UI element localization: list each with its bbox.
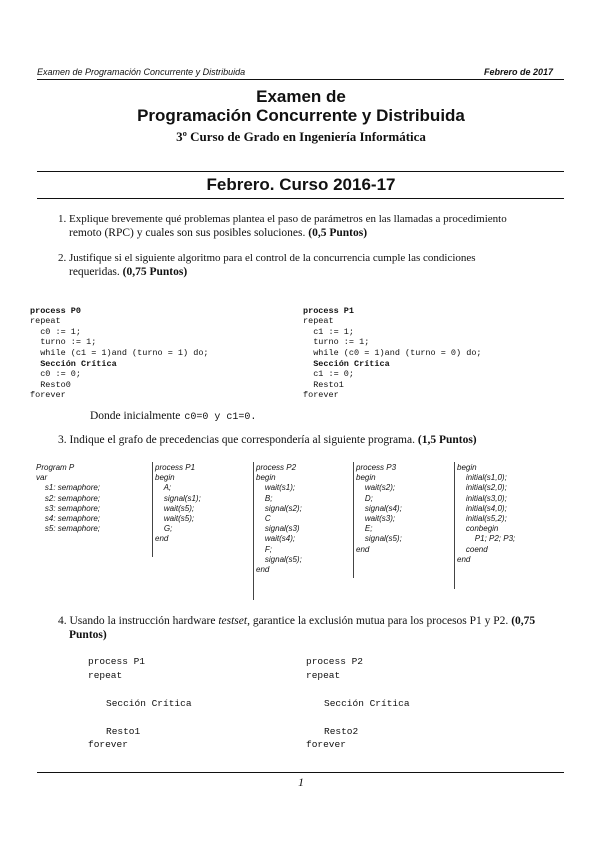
header-rule <box>37 79 564 80</box>
q4-p1-repeat: repeat <box>88 670 123 681</box>
p0-line: forever <box>30 390 66 401</box>
q2-line-2: requeridas. <box>69 266 120 278</box>
p0-header: process P0 <box>30 305 82 316</box>
p1-line: turno := 1; <box>303 337 370 348</box>
p0-line: Resto0 <box>30 379 71 390</box>
p0-critical-section: Sección Crítica <box>30 358 117 369</box>
p0-line: turno := 1; <box>30 337 97 348</box>
q3-points: (1,5 Puntos) <box>417 434 477 446</box>
q4-p2-repeat: repeat <box>306 670 341 681</box>
running-header-left: Examen de Programación Concurrente y Distribuida <box>37 67 246 77</box>
section-rule-top <box>37 171 564 172</box>
question-2 <box>58 251 568 279</box>
q4-testset: testset <box>218 615 248 627</box>
p1-critical-section: Sección Crítica <box>303 358 390 369</box>
q4-process-p1 <box>88 656 192 750</box>
q3-col-p3: process P3 begin wait(s2); D; signal(s4); wait(s3); E; signal(s5); end <box>356 463 402 554</box>
initial-condition <box>90 406 256 424</box>
q1-points: (0,5 Puntos) <box>308 227 368 239</box>
initial-text: Donde inicialmente <box>90 410 181 422</box>
initial-code: c0=0 y c1=0. <box>184 412 257 423</box>
q3-divider <box>253 462 254 600</box>
q3-divider <box>353 462 354 578</box>
p1-line: Resto1 <box>303 379 344 390</box>
q4-p2-forever: forever <box>306 739 346 750</box>
q4-p1-rest: Resto1 <box>106 726 141 737</box>
q3-col-program: Program P var s1: semaphore; s2: semaphore; s3: semaphore; s4: semaphore; s5: semaphore; <box>36 463 101 534</box>
code-process-p1 <box>303 295 482 412</box>
question-3 <box>58 433 477 447</box>
q1-line-2: remoto (RPC) y cuales son sus posibles soluciones. <box>69 227 306 239</box>
p1-line: repeat <box>303 316 334 327</box>
p0-line: repeat <box>30 316 61 327</box>
p0-line: while (c1 = 1)and (turno = 1) do; <box>30 347 209 358</box>
question-4 <box>58 614 568 642</box>
q4-text-a: 4. Usando la instrucción hardware <box>58 615 216 627</box>
section-title: Febrero. Curso 2016-17 <box>206 175 396 194</box>
q4-p1-forever: forever <box>88 739 128 750</box>
p1-line: forever <box>303 390 339 401</box>
q4-points-b: Puntos) <box>69 629 107 641</box>
q3-col-main: begin initial(s1,0); initial(s2,0); initial(s3,0); initial(s4,0); initial(s5,2); conbegin P1; P2; P3; coend end <box>457 463 516 564</box>
p0-line: c0 := 1; <box>30 326 82 337</box>
page-number: 1 <box>298 775 304 789</box>
section-rule-bottom <box>37 198 564 199</box>
q3-col-p2: process P2 begin wait(s1); B; signal(s2); C signal(s3) wait(s4); F; signal(s5); end <box>256 463 302 575</box>
q1-line-1: 1. Explique brevemente qué problemas plantea el paso de parámetros en las llamadas a procedimiento <box>58 213 507 225</box>
q4-p2-rest: Resto2 <box>324 726 359 737</box>
title-line-2: Programación Concurrente y Distribuida <box>137 106 465 125</box>
q4-points-a: (0,75 <box>511 615 536 627</box>
question-1 <box>58 212 568 240</box>
q4-p1-header: process P1 <box>88 656 146 667</box>
q4-p2-critical-section: Sección Crítica <box>324 698 410 709</box>
q4-process-p2 <box>306 656 410 750</box>
footer-rule <box>37 772 564 773</box>
q2-points: (0,75 Puntos) <box>122 266 188 278</box>
p1-header: process P1 <box>303 305 355 316</box>
q4-p2-header: process P2 <box>306 656 364 667</box>
p1-line: c1 := 0; <box>303 369 355 380</box>
q3-divider <box>454 462 455 589</box>
p1-line: while (c0 = 1)and (turno = 0) do; <box>303 347 482 358</box>
p1-line: c1 := 1; <box>303 326 355 337</box>
q3-col-p1: process P1 begin A; signal(s1); wait(s5); wait(s5); G; end <box>155 463 201 544</box>
q4-p1-critical-section: Sección Crítica <box>106 698 192 709</box>
q2-line-1: 2. Justifique si el siguiente algoritmo para el control de la concurrencia cumple las condiciones <box>58 252 476 264</box>
q3-divider <box>152 462 153 557</box>
title-line-1: Examen de <box>256 87 346 106</box>
p0-line: c0 := 0; <box>30 369 82 380</box>
running-header-right: Febrero de 2017 <box>484 67 554 77</box>
q4-text-c: , garantice la exclusión mutua para los procesos P1 y P2. <box>247 615 509 627</box>
title-line-3: 3º Curso de Grado en Ingeniería Informática <box>176 129 426 144</box>
q3-text: 3. Indique el grafo de precedencias que correspondería al siguiente programa. <box>58 434 415 446</box>
code-process-p0 <box>30 295 209 412</box>
